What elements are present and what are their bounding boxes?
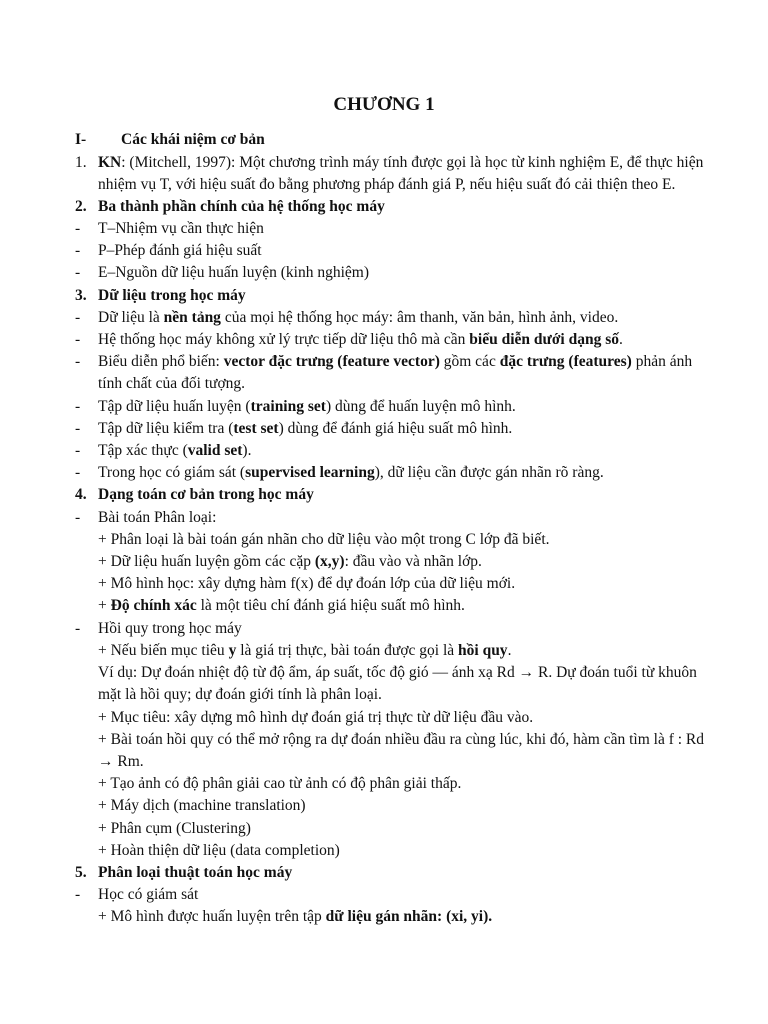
dash-marker: - [75, 220, 81, 237]
bullet [75, 351, 740, 373]
dash-marker: - [75, 886, 81, 903]
item-number: 1. [75, 154, 87, 171]
dash-marker: - [75, 620, 81, 637]
bullet-text: E–Nguồn dữ liệu huấn luyện (kinh nghiệm) [98, 264, 369, 281]
bullet [75, 262, 740, 284]
example-text: mặt là hồi quy; dự đoán giới tính là phân loại. [98, 686, 382, 703]
bold-text: nền tảng [163, 309, 221, 326]
bullet-text: Hồi quy trong học máy [98, 620, 242, 637]
text: phản ánh [631, 353, 693, 370]
dash-marker: - [75, 353, 81, 370]
item-number: 4. [75, 486, 87, 503]
section-number: I- [75, 131, 87, 148]
kn-term: KN [98, 154, 122, 171]
text: của mọi hệ thống học máy: âm thanh, văn bản, hình ảnh, video. [220, 309, 619, 326]
bullet-text: T–Nhiệm vụ cần thực hiện [98, 220, 264, 237]
text: Trong học có giám sát ( [98, 464, 246, 481]
sub-point-cont: → Rm. [98, 753, 144, 770]
dash-marker: - [75, 398, 81, 415]
sub-point [75, 595, 740, 617]
dash-marker: - [75, 309, 81, 326]
item-title: Dạng toán cơ bản trong học máy [98, 486, 314, 503]
text: Hệ thống học máy không xử lý trực tiếp dữ liệu thô mà cần [98, 331, 470, 348]
sub-point: + Hoàn thiện dữ liệu (data completion) [98, 842, 340, 859]
text: Tập dữ liệu kiểm tra ( [98, 420, 234, 437]
dash-marker: - [75, 464, 81, 481]
text: Biểu diễn phổ biến: [98, 353, 224, 370]
text: là một tiêu chí đánh giá hiệu suất mô hình. [196, 597, 465, 614]
dash-marker: - [75, 264, 81, 281]
sub-point: + Mô hình học: xây dựng hàm f(x) để dự đoán lớp của dữ liệu mới. [98, 575, 516, 592]
text: Dữ liệu là [98, 309, 164, 326]
bold-text: y [228, 642, 237, 659]
page-title: CHƯƠNG 1 [333, 94, 435, 115]
text: gồm các [439, 353, 500, 370]
item-4-heading [75, 484, 740, 506]
bullet-text: Bài toán Phân loại: [98, 509, 217, 526]
bold-text: vector đặc trưng (feature vector) [223, 353, 440, 370]
example-text: Ví dụ: Dự đoán nhiệt độ từ độ ẩm, áp suất, tốc độ gió — ánh xạ Rd → R. Dự đoán tuổi từ khuôn [98, 664, 697, 681]
item-number: 3. [75, 287, 87, 304]
section-title: Các khái niệm cơ bản [121, 131, 265, 148]
bullet-cont: tính chất của đối tượng. [98, 375, 246, 392]
dash-marker: - [75, 242, 81, 259]
sub-point: + Phân loại là bài toán gán nhãn cho dữ liệu vào một trong C lớp đã biết. [98, 531, 550, 548]
text: ), dữ liệu cần được gán nhãn rõ ràng. [374, 464, 604, 481]
bullet [75, 884, 740, 906]
bold-text: Độ chính xác [110, 597, 197, 614]
text: . [618, 331, 623, 348]
bold-text: đặc trưng (features) [499, 353, 632, 370]
text: + Mô hình được huấn luyện trên tập [98, 908, 326, 925]
bullet [75, 507, 740, 529]
item-title: Dữ liệu trong học máy [98, 287, 246, 304]
bullet [75, 418, 740, 440]
item-1-cont: nhiệm vụ T, với hiệu suất đo bằng phương pháp đánh giá P, nếu hiệu suất đó cải thiện theo E. [98, 176, 676, 193]
sub-point: + Tạo ảnh có độ phân giải cao từ ảnh có độ phân giải thấp. [98, 775, 462, 792]
item-2-heading [75, 196, 740, 218]
sub-point: + Máy dịch (machine translation) [98, 797, 306, 814]
dash-marker: - [75, 509, 81, 526]
item-5-heading [75, 862, 740, 884]
text: + Dữ liệu huấn luyện gồm các cặp [98, 553, 315, 570]
sub-point [75, 906, 740, 928]
bold-text: valid set [187, 442, 243, 459]
bullet [75, 618, 740, 640]
text: + Nếu biến mục tiêu [98, 642, 229, 659]
bold-text: (x,y) [314, 553, 345, 570]
item-number: 5. [75, 864, 87, 881]
bullet-text: Học có giám sát [98, 886, 199, 903]
item-1 [75, 152, 740, 174]
item-3-heading [75, 285, 740, 307]
sub-point [75, 551, 740, 573]
sub-point [75, 640, 740, 662]
sub-point: + Phân cụm (Clustering) [98, 820, 251, 837]
bullet [75, 218, 740, 240]
text: + [98, 597, 111, 614]
sub-point: + Bài toán hồi quy có thể mở rộng ra dự đoán nhiều đầu ra cùng lúc, khi đó, hàm cần tìm là f : Rd [98, 731, 705, 748]
item-number: 2. [75, 198, 87, 215]
bullet [75, 240, 740, 262]
item-title: Ba thành phần chính của hệ thống học máy [98, 198, 385, 215]
bold-text: biểu diễn dưới dạng số [469, 331, 619, 348]
bullet-text: P–Phép đánh giá hiệu suất [98, 242, 262, 259]
dash-marker: - [75, 420, 81, 437]
text: Tập dữ liệu huấn luyện ( [98, 398, 251, 415]
text: . [507, 642, 512, 659]
bullet [75, 396, 740, 418]
bold-text: supervised learning [245, 464, 375, 481]
dash-marker: - [75, 442, 81, 459]
text: ) dùng để huấn luyện mô hình. [325, 398, 516, 415]
bold-text: dữ liệu gán nhãn: (xi, yi). [325, 908, 493, 925]
bullet [75, 440, 740, 462]
text: ). [242, 442, 252, 459]
bold-text: training set [250, 398, 326, 415]
text: : đầu vào và nhãn lớp. [344, 553, 482, 570]
text: Tập xác thực ( [98, 442, 188, 459]
bold-text: hồi quy [458, 642, 508, 659]
item-title: Phân loại thuật toán học máy [98, 864, 293, 881]
text: ) dùng để đánh giá hiệu suất mô hình. [278, 420, 513, 437]
bullet [75, 307, 740, 329]
section-heading [75, 129, 740, 151]
text: là giá trị thực, bài toán được gọi là [236, 642, 459, 659]
bullet [75, 329, 740, 351]
dash-marker: - [75, 331, 81, 348]
bullet [75, 462, 740, 484]
sub-point: + Mục tiêu: xây dựng mô hình dự đoán giá trị thực từ dữ liệu đầu vào. [98, 709, 534, 726]
bold-text: test set [233, 420, 279, 437]
item-text: : (Mitchell, 1997): Một chương trình máy tính được gọi là học từ kinh nghiệm E, để thực hiện [121, 154, 704, 171]
